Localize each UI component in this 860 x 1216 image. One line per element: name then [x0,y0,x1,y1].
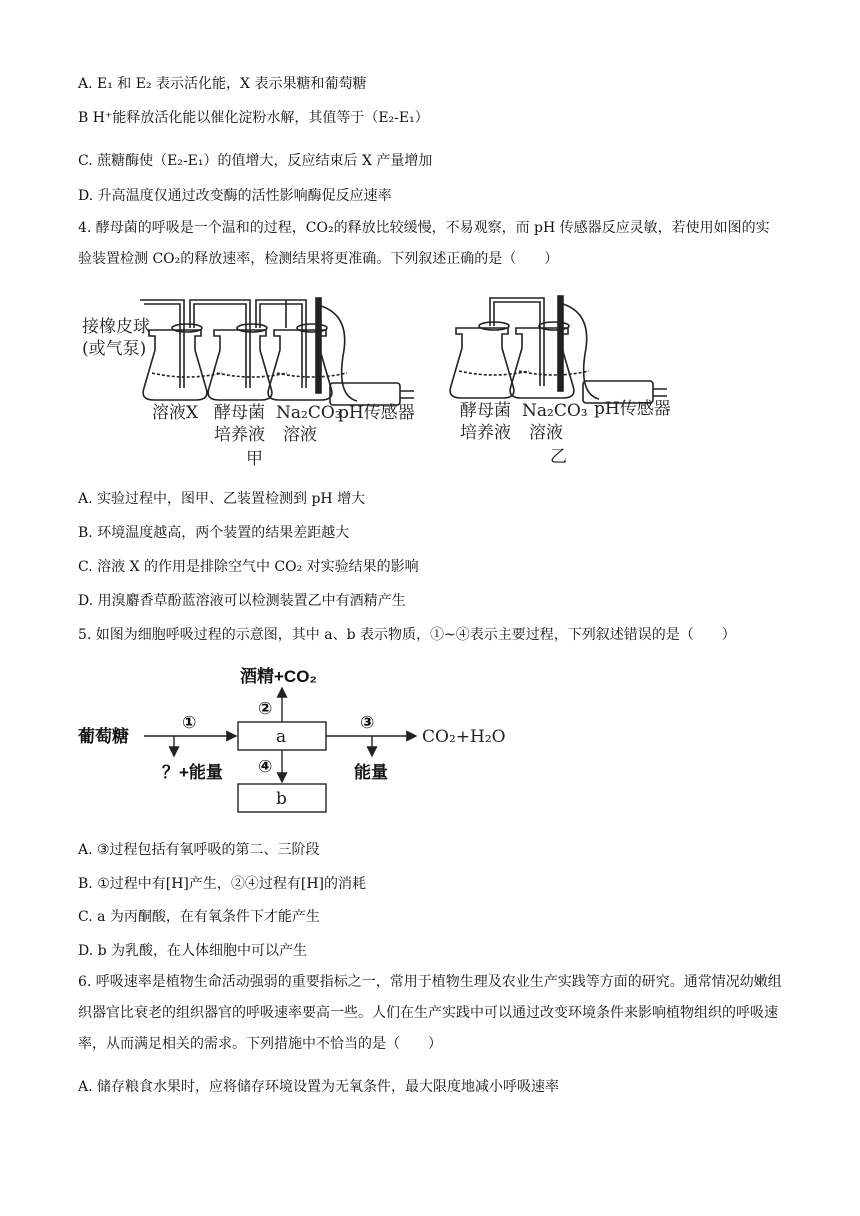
yi-flask2-label-line2: 溶液 [529,423,563,443]
q6-stem: 6. 呼吸速率是植物生命活动强弱的重要指标之一，常用于植物生理及农业生产实践等方面的研究。通常情况幼嫩组织器官比衰老的组织器官的呼吸速率要高一些。人们在生产实践中可以通过改变环境条件来影响植物组织的呼吸速率，从而满足相关的需求。下列措施中不恰当的是（ ） [78,974,782,1052]
energy-left-label: ？+能量 [162,763,223,782]
q5-stem: 5. 如图为细胞呼吸过程的示意图，其中 a、b 表示物质，①~④表示主要过程，下列叙述错误的是（ ） [78,627,736,643]
q3-option-c: C. 蔗糖酶使（E₂-E₁）的值增大，反应结束后 X 产量增加 [78,153,433,169]
jia-flask1-label: 溶液X [152,403,199,423]
jia-flask3-label-line2: 溶液 [283,425,317,445]
yi-flask1-label-line1: 酵母菌 [460,401,511,421]
q4-option-c: C. 溶液 X 的作用是排除空气中 CO₂ 对实验结果的影响 [78,559,419,575]
q5-option-a: A. ③过程包括有氧呼吸的第二、三阶段 [78,842,320,858]
yi-caption: 乙 [550,447,567,467]
q4-option-d: D. 用溴麝香草酚蓝溶液可以检测装置乙中有酒精产生 [78,593,406,609]
glucose-label: 葡萄糖 [78,727,129,746]
box-b-label: b [276,789,287,809]
q6-option-a: A. 储存粮食水果时，应将储存环境设置为无氧条件，最大限度地减小呼吸速率 [78,1079,560,1095]
jia-caption: 甲 [246,449,263,469]
q5-option-c: C. a 为丙酮酸，在有氧条件下才能产生 [78,909,320,925]
jia-sensor-label: pH传感器 [338,403,415,423]
yi-flask2-label-line1: Na₂CO₃ [522,401,588,421]
q5-option-b: B. ①过程中有[H]产生，②④过程有[H]的消耗 [78,876,367,892]
box-a-label: a [276,727,287,747]
q4-option-b: B. 环境温度越高，两个装置的结果差距越大 [78,525,350,541]
pump-label-line1: 接橡皮球 [82,317,150,337]
step1-label: ① [182,713,197,732]
yi-sensor-label: pH传感器 [594,399,671,419]
energy-right-label: 能量 [354,763,388,782]
jia-flask3-label-line1: Na₂CO₃ [276,403,342,423]
q4-apparatus-figure [78,288,698,473]
q3-option-a: A. E₁ 和 E₂ 表示活化能，X 表示果糖和葡萄糖 [78,76,367,92]
step2-label: ② [258,699,273,718]
jia-flask2-label-line2: 培养液 [214,425,265,445]
q5-respiration-diagram [78,656,518,822]
alcohol-co2-label: 酒精+CO₂ [240,667,317,686]
step3-label: ③ [360,713,375,732]
jia-flask2-label-line1: 酵母菌 [214,403,265,423]
yi-flask1-label-line2: 培养液 [460,423,511,443]
step4-label: ④ [258,757,273,776]
co2-h2o-label: CO₂+H₂O [422,727,506,747]
q3-option-d: D. 升高温度仅通过改变酶的活性影响酶促反应速率 [78,188,392,204]
q3-option-b: B H⁺能释放活化能以催化淀粉水解，其值等于（E₂-E₁） [78,110,429,126]
q4-option-a: A. 实验过程中，图甲、乙装置检测到 pH 增大 [78,491,366,507]
q5-option-d: D. b 为乳酸，在人体细胞中可以产生 [78,943,308,959]
q4-stem: 4. 酵母菌的呼吸是一个温和的过程，CO₂的释放比较缓慢，不易观察，而 pH 传感器反应灵敏，若使用如图的实验装置检测 CO₂的释放速率，检测结果将更准确。下列叙述正确的是（ ） [78,220,770,267]
pump-label-line2: (或气泵) [82,339,147,359]
